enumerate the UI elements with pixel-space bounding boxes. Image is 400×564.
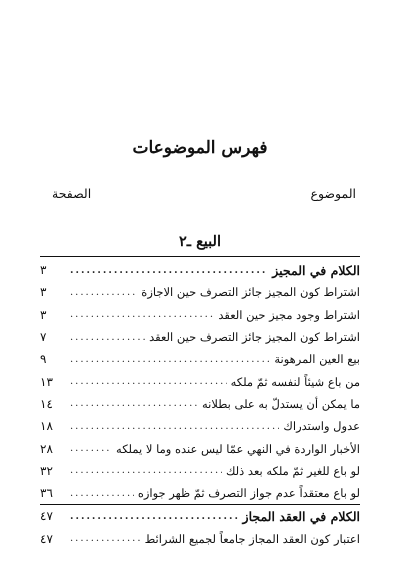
dot-leader [70, 354, 270, 365]
toc-entry-page: ١٨ [40, 419, 53, 434]
toc-entry [40, 415, 360, 437]
toc-entry-page: ٢٨ [40, 441, 53, 456]
toc-entry [40, 370, 360, 392]
toc-entry [40, 348, 360, 370]
toc-entry-title: بيع العين المرهونة [274, 352, 360, 367]
toc-entry-page: ٣٢ [40, 463, 53, 478]
toc-entry-title: اشتراط وجود مجيز حين العقد [218, 307, 360, 322]
toc-entry-page: ١٣ [40, 374, 53, 389]
toc-entry-title: اشتراط كون المجيز جائز التصرف حين العقد [149, 330, 360, 345]
toc-entry [40, 326, 360, 348]
toc-entry-page: ٩ [40, 352, 47, 367]
toc-list [40, 259, 360, 550]
dot-leader [70, 488, 134, 499]
toc-entry-page: ٧ [40, 330, 47, 345]
toc-entry-page: ٣ [40, 263, 47, 278]
section-divider [40, 256, 360, 257]
dot-leader [70, 533, 141, 544]
toc-entry-title: الأخبار الواردة في النهي عمّا ليس عنده وما لا يملكه [116, 441, 360, 456]
toc-entry-page: ٤٧ [40, 509, 53, 524]
toc-entry [40, 460, 360, 482]
toc-entry [40, 304, 360, 326]
toc-entry-page: ٣ [40, 307, 47, 322]
column-headers [52, 186, 356, 206]
toc-entry-title: من باع شيئاً لنفسه ثمّ ملكه [230, 374, 360, 389]
toc-entry-title: عدول واستدراك [283, 419, 360, 434]
toc-entry [40, 281, 360, 303]
dot-leader [70, 421, 279, 432]
toc-entry [40, 393, 360, 415]
toc-entry [40, 437, 360, 459]
dot-leader [70, 465, 222, 476]
toc-entry-title: ما يمكن أن يستدلّ به على بطلانه [202, 396, 360, 411]
toc-entry-page: ٣ [40, 285, 47, 300]
toc-entry-page: ١٤ [40, 396, 53, 411]
toc-entry-title: الكلام في العقد المجاز [242, 508, 360, 524]
column-topic-label: الموضوع [310, 186, 356, 201]
dot-leader [70, 265, 268, 276]
toc-entry-title: لو باع معتقداً عدم جواز التصرف ثمّ ظهر جوازه [137, 486, 360, 501]
toc-entry [40, 482, 360, 505]
toc-entry [40, 505, 360, 527]
dot-leader [70, 332, 145, 343]
dot-leader [70, 309, 214, 320]
page-title: فهرس الموضوعات [132, 138, 268, 158]
section-heading: البيع ـ٢ [178, 233, 221, 250]
column-page-label: الصفحة [52, 186, 92, 201]
toc-entry-title: الكلام في المجيز [272, 262, 360, 278]
dot-leader [70, 287, 137, 298]
toc-entry [40, 259, 360, 281]
toc-entry-title: لو باع للغير ثمّ ملكه بعد ذلك [225, 463, 360, 478]
toc-entry-title: اعتبار كون العقد المجاز جامعاً لجميع الشرائط [144, 531, 360, 546]
dot-leader [70, 443, 112, 454]
dot-leader [70, 511, 239, 522]
dot-leader [70, 376, 227, 387]
toc-entry [40, 528, 360, 550]
dot-leader [70, 398, 198, 409]
toc-entry-page: ٤٧ [40, 531, 53, 546]
toc-entry-title: اشتراط كون المجيز جائز التصرف حين الاجازة [141, 285, 360, 300]
toc-entry-page: ٣٦ [40, 486, 53, 501]
